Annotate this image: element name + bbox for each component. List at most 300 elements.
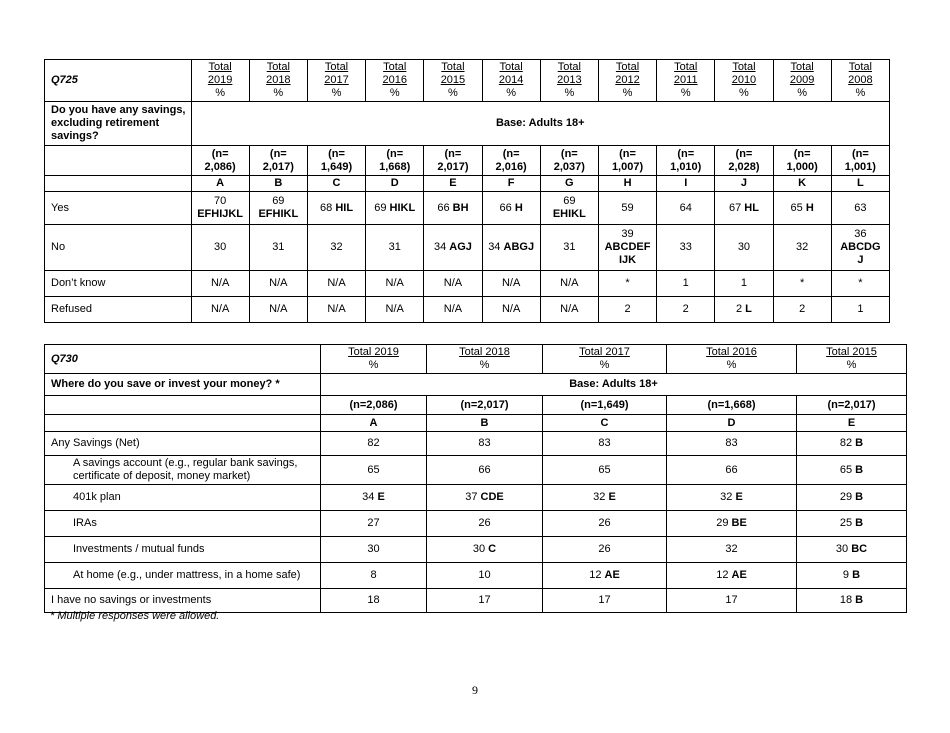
- column-letter: B: [249, 176, 307, 192]
- data-cell: [598, 297, 656, 323]
- cell-value: 34: [488, 241, 501, 253]
- cell-value: 18: [839, 594, 853, 606]
- column-n: (n= 2,028): [715, 146, 773, 176]
- data-cell: [543, 485, 667, 511]
- cell-value: 29: [839, 491, 853, 503]
- data-cell: [797, 537, 907, 563]
- cell-value: 65: [598, 463, 611, 476]
- column-year: Total 2015: [826, 346, 877, 358]
- significance-letters: EHIKL: [552, 208, 586, 220]
- data-cell: [307, 271, 365, 297]
- column-unit: %: [479, 359, 490, 371]
- data-cell: [427, 537, 543, 563]
- column-n: (n= 2,017): [424, 146, 482, 176]
- cell-value: 69: [563, 195, 576, 207]
- data-cell: [366, 271, 424, 297]
- data-cell: [543, 511, 667, 537]
- column-header: [598, 60, 656, 102]
- cell-value: 8: [370, 569, 377, 581]
- cell-value: 26: [598, 517, 611, 529]
- column-letter: D: [667, 415, 797, 432]
- cell-value: 34: [433, 241, 447, 253]
- column-unit: %: [368, 359, 379, 371]
- data-cell: [667, 589, 797, 613]
- q725-table: [44, 59, 890, 323]
- cell-value: 37: [465, 491, 478, 503]
- column-year: Total 2015: [440, 61, 466, 86]
- cell-value: 1: [740, 277, 747, 289]
- cell-value: 65: [790, 201, 803, 214]
- q730-id: Q730: [45, 345, 321, 374]
- cell-value: 26: [598, 543, 611, 555]
- significance-letters: ABCDG J: [840, 241, 881, 266]
- table-row: [45, 456, 907, 485]
- cell-value: 82: [839, 437, 853, 449]
- data-cell: [321, 537, 427, 563]
- column-n: (n= 2,086): [191, 146, 249, 176]
- table-row: [45, 432, 907, 456]
- cell-value: 82: [367, 437, 380, 449]
- cell-value: 9: [842, 569, 850, 581]
- column-n: (n=2,017): [797, 396, 907, 415]
- data-cell: [657, 225, 715, 271]
- significance-letters: HIKL: [389, 201, 416, 214]
- significance-letters: CDE: [480, 491, 504, 503]
- data-cell: [831, 225, 889, 271]
- column-letter: C: [543, 415, 667, 432]
- cell-value: 67: [728, 201, 742, 214]
- column-header: [657, 60, 715, 102]
- significance-letters: B: [855, 491, 864, 503]
- data-cell: [191, 225, 249, 271]
- cell-value: *: [625, 277, 630, 289]
- data-cell: [773, 271, 831, 297]
- cell-value: 64: [679, 201, 692, 214]
- column-letter: A: [191, 176, 249, 192]
- cell-value: 2: [682, 303, 689, 315]
- cell-value: N/A: [560, 277, 579, 289]
- cell-value: N/A: [210, 277, 230, 289]
- column-header: [715, 60, 773, 102]
- column-letter: L: [831, 176, 889, 192]
- column-unit: %: [448, 87, 458, 99]
- data-cell: [424, 271, 482, 297]
- q730-base: Base: Adults 18+: [321, 374, 907, 396]
- significance-letters: ABCDEF IJK: [604, 241, 651, 266]
- significance-letters: BH: [452, 201, 469, 214]
- data-cell: [797, 563, 907, 589]
- data-cell: [831, 192, 889, 225]
- cell-value: 2: [624, 303, 631, 315]
- q725-id: Q725: [45, 60, 192, 102]
- significance-letters: BE: [731, 517, 747, 529]
- data-cell: [424, 192, 482, 225]
- cell-value: 33: [679, 241, 692, 253]
- significance-letters: EFHIKL: [258, 208, 299, 220]
- data-cell: [249, 271, 307, 297]
- column-year: Total 2012: [615, 61, 640, 86]
- data-cell: [321, 563, 427, 589]
- column-letter: B: [427, 415, 543, 432]
- cell-value: 32: [330, 241, 343, 253]
- cell-value: 65: [367, 463, 380, 476]
- cell-value: N/A: [269, 277, 288, 289]
- cell-value: 69: [374, 201, 387, 214]
- cell-value: 31: [272, 241, 285, 253]
- significance-letters: HL: [744, 201, 759, 214]
- data-cell: [540, 271, 598, 297]
- table-row: [45, 225, 890, 271]
- data-cell: [321, 432, 427, 456]
- data-cell: [427, 511, 543, 537]
- cell-value: N/A: [385, 277, 404, 289]
- data-cell: [715, 297, 773, 323]
- column-year: Total 2016: [382, 61, 407, 86]
- table-row: [45, 271, 890, 297]
- data-cell: [482, 225, 540, 271]
- column-header: [667, 345, 797, 374]
- column-header: [797, 345, 907, 374]
- significance-letters: B: [852, 569, 861, 581]
- column-year: Total 2014: [498, 61, 524, 86]
- data-cell: [667, 456, 797, 485]
- column-n: (n= 2,016): [482, 146, 540, 176]
- data-cell: [831, 297, 889, 323]
- column-header: [773, 60, 831, 102]
- significance-letters: B: [855, 594, 864, 606]
- data-cell: [797, 589, 907, 613]
- column-header: [482, 60, 540, 102]
- table-row: [45, 192, 890, 225]
- column-year: Total 2008: [848, 61, 873, 86]
- data-cell: [657, 271, 715, 297]
- data-cell: [543, 589, 667, 613]
- data-cell: [191, 192, 249, 225]
- cell-value: 18: [367, 594, 380, 606]
- column-unit: %: [855, 87, 866, 99]
- column-unit: %: [739, 87, 749, 99]
- column-n: (n=2,086): [321, 396, 427, 415]
- significance-letters: E: [608, 491, 616, 503]
- data-cell: [773, 297, 831, 323]
- significance-letters: B: [855, 463, 864, 476]
- cell-value: 31: [563, 241, 576, 253]
- data-cell: [321, 511, 427, 537]
- column-n: (n= 2,017): [249, 146, 307, 176]
- data-cell: [598, 192, 656, 225]
- data-cell: [667, 485, 797, 511]
- column-year: Total 2019: [207, 61, 233, 86]
- table-row: [45, 563, 907, 589]
- cell-value: N/A: [327, 303, 346, 315]
- cell-value: N/A: [210, 303, 230, 315]
- significance-letters: E: [735, 491, 743, 503]
- cell-value: 27: [367, 517, 380, 529]
- data-cell: [797, 485, 907, 511]
- cell-value: 30: [367, 543, 380, 555]
- column-unit: %: [680, 87, 691, 99]
- cell-value: 83: [598, 437, 611, 449]
- data-cell: [366, 192, 424, 225]
- row-label: A savings account (e.g., regular bank savings, certificate of deposit, money market): [45, 456, 321, 485]
- row-label: 401k plan: [45, 485, 321, 511]
- cell-value: *: [800, 277, 805, 289]
- data-cell: [773, 192, 831, 225]
- significance-letters: H: [514, 201, 523, 214]
- cell-value: N/A: [327, 277, 346, 289]
- data-cell: [307, 192, 365, 225]
- data-cell: [427, 589, 543, 613]
- column-n: (n= 2,037): [540, 146, 598, 176]
- column-letter: A: [321, 415, 427, 432]
- data-cell: [540, 192, 598, 225]
- cell-value: N/A: [501, 277, 521, 289]
- cell-value: 69: [272, 195, 285, 207]
- data-cell: [249, 225, 307, 271]
- column-unit: %: [599, 359, 610, 371]
- data-cell: [191, 271, 249, 297]
- column-unit: %: [273, 87, 284, 99]
- column-unit: %: [846, 359, 857, 371]
- column-header: [249, 60, 307, 102]
- column-n: (n= 1,010): [657, 146, 715, 176]
- data-cell: [797, 432, 907, 456]
- column-header: [540, 60, 598, 102]
- data-cell: [773, 225, 831, 271]
- cell-value: 1: [682, 277, 689, 289]
- data-cell: [307, 225, 365, 271]
- cell-value: 66: [437, 201, 450, 214]
- cell-value: 1: [857, 303, 864, 315]
- data-cell: [482, 192, 540, 225]
- column-unit: %: [331, 87, 342, 99]
- cell-value: N/A: [443, 303, 463, 315]
- row-label: Don’t know: [45, 271, 192, 297]
- cell-value: N/A: [501, 303, 521, 315]
- data-cell: [715, 225, 773, 271]
- table-row: [45, 589, 907, 613]
- data-cell: [366, 225, 424, 271]
- cell-value: 63: [854, 201, 867, 214]
- cell-value: 59: [621, 201, 634, 214]
- column-letter: J: [715, 176, 773, 192]
- column-letter: D: [366, 176, 424, 192]
- column-n: (n= 1,649): [307, 146, 365, 176]
- column-letter: E: [424, 176, 482, 192]
- cell-value: 83: [725, 437, 738, 449]
- q730-question: Where do you save or invest your money? *: [45, 374, 321, 396]
- data-cell: [543, 563, 667, 589]
- column-header: [321, 345, 427, 374]
- data-cell: [715, 192, 773, 225]
- data-cell: [667, 563, 797, 589]
- cell-value: 39: [621, 228, 634, 240]
- cell-value: 66: [725, 463, 738, 476]
- significance-letters: AGJ: [449, 241, 472, 253]
- column-header: [831, 60, 889, 102]
- data-cell: [797, 456, 907, 485]
- significance-letters: HIL: [335, 201, 354, 214]
- data-cell: [482, 271, 540, 297]
- cell-value: 66: [499, 201, 512, 214]
- cell-value: 31: [388, 241, 401, 253]
- data-cell: [667, 537, 797, 563]
- significance-letters: B: [855, 517, 864, 529]
- column-year: Total 2018: [459, 346, 510, 358]
- cell-value: 30: [213, 241, 227, 253]
- cell-value: 70: [213, 195, 227, 207]
- data-cell: [667, 511, 797, 537]
- significance-letters: EFHIJKL: [197, 208, 244, 220]
- significance-letters: AE: [604, 569, 620, 581]
- significance-letters: BC: [851, 543, 868, 555]
- column-year: Total 2017: [579, 346, 630, 358]
- column-year: Total 2016: [706, 346, 757, 358]
- data-cell: [366, 297, 424, 323]
- column-unit: %: [215, 87, 225, 99]
- significance-letters: B: [855, 437, 864, 449]
- cell-value: 2: [799, 303, 806, 315]
- data-cell: [427, 432, 543, 456]
- q725-question: Do you have any savings, excluding retirement savings?: [45, 102, 192, 146]
- table-row: [45, 297, 890, 323]
- q730-table: [44, 344, 907, 613]
- data-cell: [715, 271, 773, 297]
- row-label: IRAs: [45, 511, 321, 537]
- data-cell: [427, 563, 543, 589]
- data-cell: [249, 192, 307, 225]
- column-letter: E: [797, 415, 907, 432]
- data-cell: [307, 297, 365, 323]
- table-row: [45, 485, 907, 511]
- significance-letters: C: [488, 543, 497, 555]
- cell-value: N/A: [443, 277, 463, 289]
- data-cell: [543, 456, 667, 485]
- column-n: (n=1,649): [543, 396, 667, 415]
- cell-value: 66: [478, 463, 491, 476]
- row-label: I have no savings or investments: [45, 589, 321, 613]
- data-cell: [540, 225, 598, 271]
- column-unit: %: [797, 87, 808, 99]
- page-number: 9: [472, 683, 478, 697]
- cell-value: 2: [735, 303, 743, 315]
- cell-value: 12: [589, 569, 602, 581]
- data-cell: [427, 456, 543, 485]
- column-header: [424, 60, 482, 102]
- data-cell: [797, 511, 907, 537]
- cell-value: 29: [716, 517, 729, 529]
- significance-letters: ABGJ: [503, 241, 535, 253]
- column-n: (n=1,668): [667, 396, 797, 415]
- data-cell: [657, 297, 715, 323]
- cell-value: N/A: [269, 303, 288, 315]
- data-cell: [424, 225, 482, 271]
- cell-value: 32: [725, 543, 738, 555]
- data-cell: [249, 297, 307, 323]
- empty-cell: [45, 176, 192, 192]
- cell-value: 32: [720, 491, 733, 503]
- empty-cell: [45, 415, 321, 432]
- column-n: (n=2,017): [427, 396, 543, 415]
- column-letter: K: [773, 176, 831, 192]
- cell-value: 34: [362, 491, 375, 503]
- column-year: Total 2010: [731, 61, 757, 86]
- cell-value: N/A: [560, 303, 579, 315]
- column-unit: %: [506, 87, 517, 99]
- row-label: Investments / mutual funds: [45, 537, 321, 563]
- column-header: [191, 60, 249, 102]
- significance-letters: L: [745, 303, 752, 315]
- cell-value: 32: [796, 241, 809, 253]
- cell-value: 26: [478, 517, 491, 529]
- column-letter: G: [540, 176, 598, 192]
- cell-value: 36: [854, 228, 867, 240]
- column-unit: %: [389, 87, 400, 99]
- data-cell: [598, 225, 656, 271]
- column-unit: %: [726, 359, 737, 371]
- cell-value: 10: [478, 569, 491, 581]
- column-year: Total 2009: [789, 61, 815, 86]
- column-n: (n= 1,001): [831, 146, 889, 176]
- table-row: [45, 537, 907, 563]
- row-label: No: [45, 225, 192, 271]
- cell-value: 17: [478, 594, 491, 606]
- data-cell: [321, 589, 427, 613]
- empty-cell: [45, 146, 192, 176]
- data-cell: [598, 271, 656, 297]
- cell-value: 25: [839, 517, 853, 529]
- data-cell: [427, 485, 543, 511]
- column-letter: I: [657, 176, 715, 192]
- cell-value: 30: [737, 241, 751, 253]
- data-cell: [667, 432, 797, 456]
- data-cell: [657, 192, 715, 225]
- column-letter: F: [482, 176, 540, 192]
- column-n: (n= 1,007): [598, 146, 656, 176]
- data-cell: [482, 297, 540, 323]
- column-letter: H: [598, 176, 656, 192]
- column-year: Total 2019: [348, 346, 399, 358]
- row-label: Yes: [45, 192, 192, 225]
- cell-value: 17: [598, 594, 611, 606]
- cell-value: 30: [472, 543, 486, 555]
- cell-value: N/A: [385, 303, 404, 315]
- cell-value: 68: [320, 201, 333, 214]
- column-header: [307, 60, 365, 102]
- data-cell: [191, 297, 249, 323]
- cell-value: 32: [593, 491, 606, 503]
- data-cell: [543, 432, 667, 456]
- column-year: Total 2017: [324, 61, 349, 86]
- significance-letters: E: [377, 491, 385, 503]
- significance-letters: AE: [731, 569, 747, 581]
- column-header: [427, 345, 543, 374]
- data-cell: [540, 297, 598, 323]
- cell-value: 30: [835, 543, 849, 555]
- cell-value: 65: [839, 463, 853, 476]
- column-header: [366, 60, 424, 102]
- footnote: * Multiple responses were allowed.: [50, 610, 220, 622]
- column-header: [543, 345, 667, 374]
- data-cell: [321, 485, 427, 511]
- data-cell: [543, 537, 667, 563]
- column-n: (n= 1,668): [366, 146, 424, 176]
- column-unit: %: [564, 87, 575, 99]
- row-label: Refused: [45, 297, 192, 323]
- q725-base: Base: Adults 18+: [191, 102, 889, 146]
- data-cell: [321, 456, 427, 485]
- column-letter: C: [307, 176, 365, 192]
